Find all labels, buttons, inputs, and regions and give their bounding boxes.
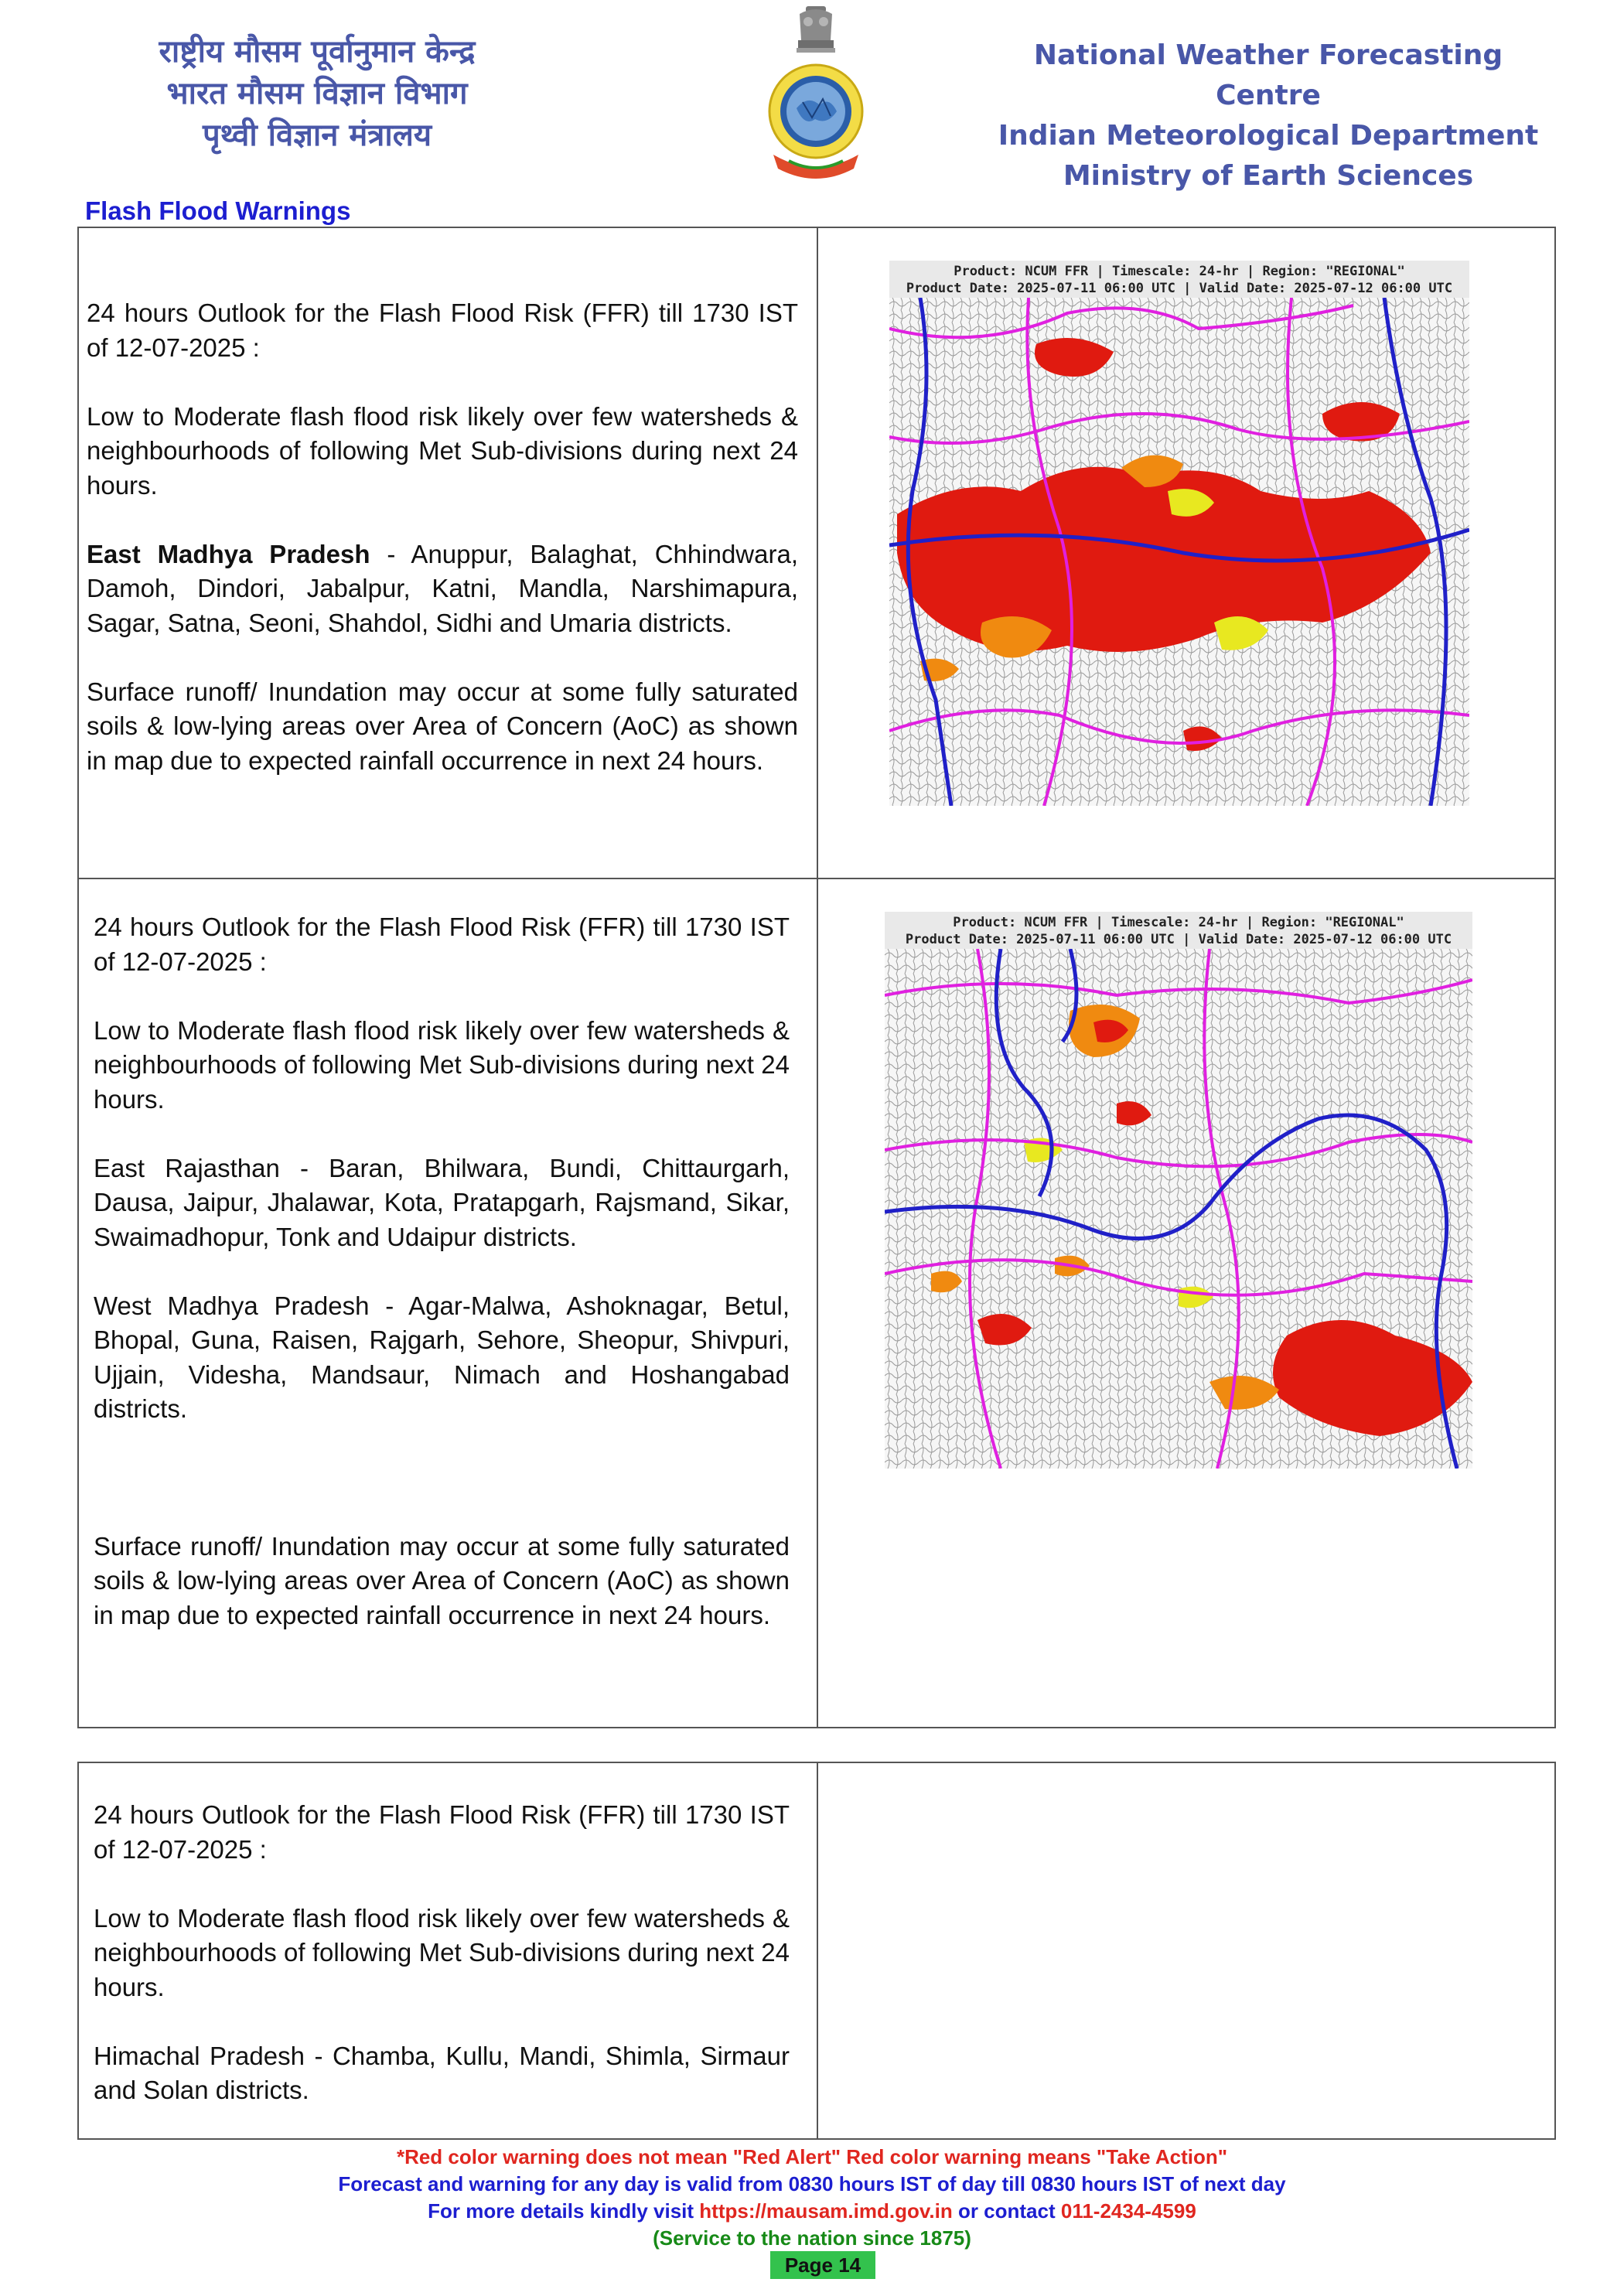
warning-3-region-himachal-pradesh: Himachal Pradesh - Chamba, Kullu, Mandi, Shimla, Sirmaur and Solan districts. bbox=[94, 2041, 790, 2104]
warning-2-map-cell bbox=[818, 879, 1554, 1727]
warning-1-runoff: Surface runoff/ Inundation may occur at some fully saturated soils & low-lying areas over Area of Concern (AoC) as shown in map due to expected rainfall occurrence in next 24 hours. bbox=[87, 677, 798, 775]
warning-2-region-west-madhya-pradesh: West Madhya Pradesh - Agar-Malwa, Ashoknagar, Betul, Bhopal, Guna, Raisen, Rajgarh, Sehore, Sheopur, Shivpuri, Ujjain, Videsha, Mandsaur, Nimach and Hoshangabad districts. bbox=[94, 1291, 790, 1423]
footer-validity-note: Forecast and warning for any day is valid from 0830 hours IST of day till 0830 hours IST of next day bbox=[338, 2172, 1286, 2195]
section-title: Flash Flood Warnings bbox=[85, 196, 351, 225]
map-1-image bbox=[889, 298, 1469, 806]
warning-1-region bbox=[87, 537, 798, 641]
warning-3-text bbox=[94, 1798, 790, 2108]
header-hindi bbox=[116, 31, 518, 156]
warning-3-outlook: 24 hours Outlook for the Flash Flood Risk (FFR) till 1730 IST of 12-07-2025 : bbox=[94, 1800, 790, 1864]
warnings-table-1 bbox=[77, 227, 1556, 1728]
warning-2-runoff: Surface runoff/ Inundation may occur at some fully saturated soils & low-lying areas over Area of Concern (AoC) as shown in map due to expected rainfall occurrence in next 24 hours. bbox=[94, 1531, 790, 1629]
warning-2-region-east-rajasthan: East Rajasthan - Baran, Bhilwara, Bundi, Chittaurgarh, Dausa, Jaipur, Jhalawar, Kota, Pratapgarh, Rajsmand, Sikar, Swaimadhopur, Tonk and Udaipur districts. bbox=[94, 1153, 790, 1251]
imd-emblem-logo bbox=[766, 3, 866, 183]
warning-row-1 bbox=[79, 228, 1554, 879]
map-2-header-line-1: Product: NCUM FFR | Timescale: 24-hr | Region: "REGIONAL" bbox=[953, 915, 1404, 930]
warning-1-text-cell bbox=[79, 228, 818, 878]
warning-row-3 bbox=[79, 1763, 1554, 2138]
footer-contact bbox=[0, 2198, 1624, 2224]
footer-red-warning-note: *Red color warning does not mean "Red Alert" Red color warning means "Take Action" bbox=[396, 2145, 1228, 2168]
header-english-line-3: Ministry of Earth Sciences bbox=[1063, 160, 1474, 192]
warning-1-text bbox=[87, 296, 798, 778]
header-english-line-1: National Weather Forecasting Centre bbox=[1033, 39, 1503, 111]
warning-2-risk: Low to Moderate flash flood risk likely over few watersheds & neighbourhoods of following Met Sub-divisions during next 24 hours. bbox=[94, 1015, 790, 1114]
header-hindi-line-2: भारत मौसम विज्ञान विभाग bbox=[166, 76, 468, 111]
map-1-header bbox=[889, 261, 1469, 298]
header-hindi-line-1: राष्ट्रीय मौसम पूर्वानुमान केन्द्र bbox=[159, 34, 476, 70]
warning-1-risk: Low to Moderate flash flood risk likely over few watersheds & neighbourhoods of following Met Sub-divisions during next 24 hours. bbox=[87, 401, 798, 500]
ffr-map-east-madhya-pradesh bbox=[889, 261, 1469, 806]
header-english bbox=[982, 36, 1554, 196]
ffr-map-rajasthan-west-madhya-pradesh bbox=[885, 912, 1472, 1469]
map-2-header bbox=[885, 912, 1472, 949]
footer-phone: 011-2434-4599 bbox=[1060, 2199, 1196, 2223]
map-1-header-line-1: Product: NCUM FFR | Timescale: 24-hr | Region: "REGIONAL" bbox=[954, 264, 1405, 279]
map-2-header-line-2: Product Date: 2025-07-11 06:00 UTC | Valid Date: 2025-07-12 06:00 UTC bbox=[905, 932, 1452, 947]
warning-row-2 bbox=[79, 879, 1554, 1727]
header-hindi-line-3: पृथ्वी विज्ञान मंत्रालय bbox=[202, 118, 432, 153]
warnings-table-2 bbox=[77, 1762, 1556, 2140]
warning-2-text bbox=[94, 910, 790, 1632]
footer-service-note: (Service to the nation since 1875) bbox=[653, 2226, 971, 2250]
footer-contact-mid: or contact bbox=[952, 2199, 1061, 2223]
map-2-image bbox=[885, 949, 1472, 1469]
warning-2-outlook: 24 hours Outlook for the Flash Flood Risk (FFR) till 1730 IST of 12-07-2025 : bbox=[94, 913, 790, 976]
warning-3-text-cell bbox=[79, 1763, 818, 2138]
warning-3-map-cell bbox=[818, 1763, 1554, 2138]
page-number: Page 14 bbox=[770, 2251, 875, 2279]
header-english-line-2: Indian Meteorological Department bbox=[998, 120, 1539, 152]
warning-3-risk: Low to Moderate flash flood risk likely over few watersheds & neighbourhoods of following Met Sub-divisions during next 24 hours. bbox=[94, 1903, 790, 2001]
warning-1-region-districts: - Anuppur, Balaghat, Chhindwara, Damoh, Dindori, Jabalpur, Katni, Mandla, Narshimapura, Sagar, Satna, Seoni, Shahdol, Sidhi and Umaria districts. bbox=[87, 539, 798, 637]
footer-website-link[interactable]: https://mausam.imd.gov.in bbox=[699, 2199, 953, 2223]
warning-1-region-name: East Madhya Pradesh bbox=[87, 539, 370, 568]
map-1-header-line-2: Product Date: 2025-07-11 06:00 UTC | Valid Date: 2025-07-12 06:00 UTC bbox=[906, 281, 1453, 296]
warning-2-text-cell bbox=[79, 879, 818, 1727]
warning-1-outlook: 24 hours Outlook for the Flash Flood Risk (FFR) till 1730 IST of 12-07-2025 : bbox=[87, 299, 798, 362]
warning-1-map-cell bbox=[818, 228, 1554, 878]
footer-contact-prefix: For more details kindly visit bbox=[428, 2199, 700, 2223]
